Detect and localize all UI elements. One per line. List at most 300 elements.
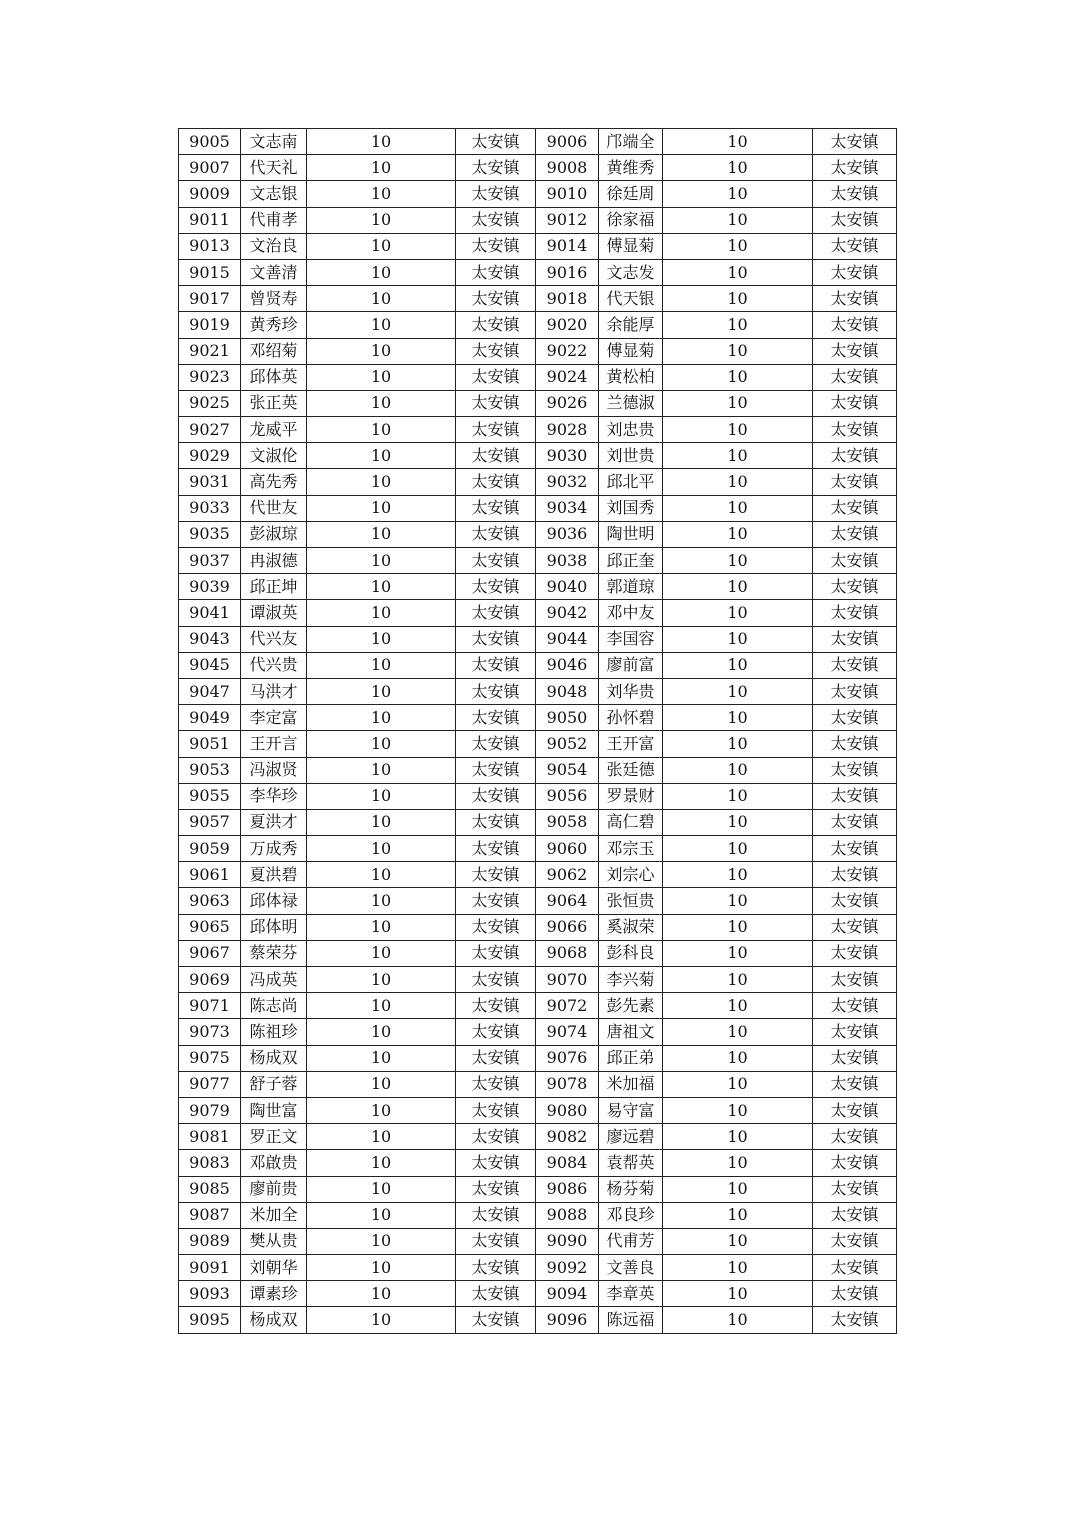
record-town: 太安镇 (456, 390, 536, 416)
record-name: 刘世贵 (599, 443, 663, 469)
record-number: 9061 (179, 862, 241, 888)
record-name: 杨成双 (241, 1045, 307, 1071)
record-amount: 10 (663, 390, 813, 416)
record-town: 太安镇 (456, 1202, 536, 1228)
record-town: 太安镇 (456, 207, 536, 233)
record-town: 太安镇 (456, 364, 536, 390)
record-amount: 10 (307, 207, 456, 233)
table-row (179, 155, 897, 181)
record-number: 9078 (536, 1071, 599, 1097)
record-amount: 10 (307, 521, 456, 547)
record-name: 冯成英 (241, 967, 307, 993)
record-number: 9087 (179, 1202, 241, 1228)
record-name: 夏洪才 (241, 809, 307, 835)
record-number: 9032 (536, 469, 599, 495)
record-town: 太安镇 (456, 1045, 536, 1071)
record-number: 9066 (536, 914, 599, 940)
record-amount: 10 (307, 469, 456, 495)
record-number: 9018 (536, 286, 599, 312)
record-amount: 10 (663, 783, 813, 809)
record-amount: 10 (307, 626, 456, 652)
record-town: 太安镇 (813, 1071, 897, 1097)
record-town: 太安镇 (813, 1255, 897, 1281)
table-row (179, 705, 897, 731)
table-row (179, 836, 897, 862)
record-number: 9010 (536, 181, 599, 207)
record-name: 高仁碧 (599, 809, 663, 835)
record-number: 9088 (536, 1202, 599, 1228)
record-amount: 10 (307, 286, 456, 312)
table-row (179, 967, 897, 993)
record-number: 9008 (536, 155, 599, 181)
record-amount: 10 (307, 731, 456, 757)
record-town: 太安镇 (813, 967, 897, 993)
record-number: 9025 (179, 390, 241, 416)
record-name: 邱正坤 (241, 574, 307, 600)
record-town: 太安镇 (456, 129, 536, 155)
record-amount: 10 (307, 1124, 456, 1150)
record-amount: 10 (307, 914, 456, 940)
record-number: 9020 (536, 312, 599, 338)
record-amount: 10 (307, 1228, 456, 1254)
table-row (179, 1019, 897, 1045)
record-number: 9052 (536, 731, 599, 757)
record-name: 刘华贵 (599, 678, 663, 704)
record-number: 9075 (179, 1045, 241, 1071)
record-town: 太安镇 (456, 443, 536, 469)
record-amount: 10 (307, 967, 456, 993)
record-town: 太安镇 (456, 155, 536, 181)
record-town: 太安镇 (813, 390, 897, 416)
record-name: 黄秀珍 (241, 312, 307, 338)
table-row (179, 809, 897, 835)
record-number: 9095 (179, 1307, 241, 1333)
record-amount: 10 (307, 1071, 456, 1097)
record-amount: 10 (307, 757, 456, 783)
record-town: 太安镇 (456, 652, 536, 678)
record-amount: 10 (663, 1019, 813, 1045)
record-amount: 10 (663, 1124, 813, 1150)
record-number: 9041 (179, 600, 241, 626)
record-name: 舒子蓉 (241, 1071, 307, 1097)
record-number: 9016 (536, 259, 599, 285)
record-amount: 10 (663, 417, 813, 443)
record-name: 兰德淑 (599, 390, 663, 416)
record-name: 杨芬菊 (599, 1176, 663, 1202)
record-name: 彭科良 (599, 940, 663, 966)
record-number: 9074 (536, 1019, 599, 1045)
table-row (179, 181, 897, 207)
table-row (179, 1228, 897, 1254)
record-name: 徐廷周 (599, 181, 663, 207)
record-name: 廖远碧 (599, 1124, 663, 1150)
record-name: 陈祖珍 (241, 1019, 307, 1045)
record-amount: 10 (663, 259, 813, 285)
record-number: 9086 (536, 1176, 599, 1202)
record-town: 太安镇 (456, 286, 536, 312)
record-number: 9037 (179, 548, 241, 574)
record-amount: 10 (663, 155, 813, 181)
record-name: 彭先素 (599, 993, 663, 1019)
table-row (179, 469, 897, 495)
record-number: 9034 (536, 495, 599, 521)
record-name: 袁帮英 (599, 1150, 663, 1176)
record-town: 太安镇 (456, 1176, 536, 1202)
record-number: 9054 (536, 757, 599, 783)
table-row (179, 1124, 897, 1150)
record-amount: 10 (663, 1150, 813, 1176)
record-amount: 10 (663, 574, 813, 600)
record-number: 9024 (536, 364, 599, 390)
table-row (179, 1281, 897, 1307)
record-town: 太安镇 (813, 809, 897, 835)
record-name: 傅显菊 (599, 338, 663, 364)
record-town: 太安镇 (813, 836, 897, 862)
record-name: 邓宗玉 (599, 836, 663, 862)
record-number: 9093 (179, 1281, 241, 1307)
record-amount: 10 (307, 181, 456, 207)
record-town: 太安镇 (813, 705, 897, 731)
table-row (179, 1045, 897, 1071)
record-number: 9026 (536, 390, 599, 416)
record-name: 陶世富 (241, 1097, 307, 1123)
record-amount: 10 (307, 652, 456, 678)
record-number: 9096 (536, 1307, 599, 1333)
record-amount: 10 (307, 129, 456, 155)
record-number: 9065 (179, 914, 241, 940)
record-town: 太安镇 (456, 757, 536, 783)
record-town: 太安镇 (813, 312, 897, 338)
record-town: 太安镇 (456, 521, 536, 547)
record-amount: 10 (663, 469, 813, 495)
record-amount: 10 (307, 678, 456, 704)
record-name: 张恒贵 (599, 888, 663, 914)
record-name: 代世友 (241, 495, 307, 521)
record-amount: 10 (663, 1255, 813, 1281)
record-town: 太安镇 (456, 469, 536, 495)
record-name: 傅显菊 (599, 233, 663, 259)
record-town: 太安镇 (456, 1071, 536, 1097)
record-amount: 10 (307, 888, 456, 914)
record-name: 夏洪碧 (241, 862, 307, 888)
record-name: 王开言 (241, 731, 307, 757)
table-row (179, 259, 897, 285)
record-number: 9028 (536, 417, 599, 443)
record-number: 9022 (536, 338, 599, 364)
record-name: 李国容 (599, 626, 663, 652)
record-name: 米加福 (599, 1071, 663, 1097)
table-row (179, 233, 897, 259)
record-amount: 10 (663, 626, 813, 652)
record-name: 蔡荣芬 (241, 940, 307, 966)
record-amount: 10 (663, 495, 813, 521)
record-number: 9056 (536, 783, 599, 809)
record-amount: 10 (307, 443, 456, 469)
record-number: 9012 (536, 207, 599, 233)
record-name: 徐家福 (599, 207, 663, 233)
record-town: 太安镇 (456, 967, 536, 993)
record-name: 龙威平 (241, 417, 307, 443)
record-town: 太安镇 (813, 417, 897, 443)
record-number: 9063 (179, 888, 241, 914)
record-town: 太安镇 (456, 1124, 536, 1150)
record-name: 谭素珍 (241, 1281, 307, 1307)
record-number: 9073 (179, 1019, 241, 1045)
record-number: 9068 (536, 940, 599, 966)
record-number: 9082 (536, 1124, 599, 1150)
record-amount: 10 (663, 1228, 813, 1254)
record-amount: 10 (663, 443, 813, 469)
record-town: 太安镇 (456, 862, 536, 888)
record-town: 太安镇 (456, 809, 536, 835)
record-number: 9084 (536, 1150, 599, 1176)
record-amount: 10 (663, 129, 813, 155)
record-name: 刘忠贵 (599, 417, 663, 443)
record-number: 9080 (536, 1097, 599, 1123)
record-amount: 10 (307, 548, 456, 574)
record-number: 9049 (179, 705, 241, 731)
record-amount: 10 (663, 809, 813, 835)
record-amount: 10 (307, 338, 456, 364)
table-row (179, 862, 897, 888)
record-town: 太安镇 (456, 548, 536, 574)
record-name: 万成秀 (241, 836, 307, 862)
record-name: 代甫孝 (241, 207, 307, 233)
record-number: 9045 (179, 652, 241, 678)
record-amount: 10 (663, 364, 813, 390)
record-name: 邱体明 (241, 914, 307, 940)
record-amount: 10 (663, 993, 813, 1019)
record-town: 太安镇 (813, 600, 897, 626)
record-number: 9007 (179, 155, 241, 181)
table-row (179, 548, 897, 574)
record-town: 太安镇 (813, 521, 897, 547)
record-town: 太安镇 (456, 705, 536, 731)
record-town: 太安镇 (813, 652, 897, 678)
record-name: 廖前贵 (241, 1176, 307, 1202)
record-amount: 10 (307, 1255, 456, 1281)
record-number: 9021 (179, 338, 241, 364)
record-number: 9033 (179, 495, 241, 521)
record-town: 太安镇 (813, 862, 897, 888)
record-town: 太安镇 (813, 626, 897, 652)
record-number: 9031 (179, 469, 241, 495)
record-name: 邱体禄 (241, 888, 307, 914)
record-name: 刘宗心 (599, 862, 663, 888)
record-name: 刘国秀 (599, 495, 663, 521)
record-town: 太安镇 (813, 548, 897, 574)
record-town: 太安镇 (456, 181, 536, 207)
record-amount: 10 (663, 207, 813, 233)
record-town: 太安镇 (456, 259, 536, 285)
record-number: 9047 (179, 678, 241, 704)
record-name: 黄松柏 (599, 364, 663, 390)
record-name: 李定富 (241, 705, 307, 731)
record-name: 邱正奎 (599, 548, 663, 574)
record-amount: 10 (663, 731, 813, 757)
record-number: 9069 (179, 967, 241, 993)
record-amount: 10 (307, 783, 456, 809)
record-town: 太安镇 (813, 338, 897, 364)
record-amount: 10 (307, 993, 456, 1019)
record-number: 9005 (179, 129, 241, 155)
record-amount: 10 (307, 1150, 456, 1176)
record-name: 张廷德 (599, 757, 663, 783)
record-name: 陈远福 (599, 1307, 663, 1333)
record-amount: 10 (307, 495, 456, 521)
record-town: 太安镇 (813, 993, 897, 1019)
record-number: 9051 (179, 731, 241, 757)
table-row (179, 783, 897, 809)
record-town: 太安镇 (456, 417, 536, 443)
record-number: 9089 (179, 1228, 241, 1254)
record-number: 9006 (536, 129, 599, 155)
record-amount: 10 (307, 364, 456, 390)
record-town: 太安镇 (813, 1045, 897, 1071)
table-row (179, 338, 897, 364)
record-name: 邓啟贵 (241, 1150, 307, 1176)
record-amount: 10 (307, 1202, 456, 1228)
record-town: 太安镇 (813, 914, 897, 940)
table-row (179, 731, 897, 757)
record-name: 孙怀碧 (599, 705, 663, 731)
record-number: 9029 (179, 443, 241, 469)
record-town: 太安镇 (813, 495, 897, 521)
table-row (179, 207, 897, 233)
table-row (179, 129, 897, 155)
record-amount: 10 (663, 600, 813, 626)
record-name: 冉淑德 (241, 548, 307, 574)
table-row (179, 1097, 897, 1123)
record-amount: 10 (663, 312, 813, 338)
record-number: 9053 (179, 757, 241, 783)
record-name: 文志发 (599, 259, 663, 285)
record-amount: 10 (663, 652, 813, 678)
table-row (179, 678, 897, 704)
record-name: 李华珍 (241, 783, 307, 809)
record-number: 9046 (536, 652, 599, 678)
record-name: 王开富 (599, 731, 663, 757)
record-number: 9040 (536, 574, 599, 600)
record-name: 冯淑贤 (241, 757, 307, 783)
record-number: 9057 (179, 809, 241, 835)
record-name: 黄维秀 (599, 155, 663, 181)
record-town: 太安镇 (813, 1176, 897, 1202)
record-number: 9083 (179, 1150, 241, 1176)
table-row (179, 940, 897, 966)
record-amount: 10 (307, 600, 456, 626)
record-name: 李章英 (599, 1281, 663, 1307)
record-amount: 10 (663, 1097, 813, 1123)
record-name: 米加全 (241, 1202, 307, 1228)
record-number: 9067 (179, 940, 241, 966)
record-name: 刘朝华 (241, 1255, 307, 1281)
record-town: 太安镇 (813, 286, 897, 312)
record-number: 9090 (536, 1228, 599, 1254)
record-name: 高先秀 (241, 469, 307, 495)
record-town: 太安镇 (813, 207, 897, 233)
record-town: 太安镇 (813, 1228, 897, 1254)
record-name: 代兴友 (241, 626, 307, 652)
record-town: 太安镇 (456, 1097, 536, 1123)
roster-body (179, 129, 897, 1334)
record-name: 谭淑英 (241, 600, 307, 626)
record-name: 邱正弟 (599, 1045, 663, 1071)
record-number: 9035 (179, 521, 241, 547)
record-town: 太安镇 (456, 626, 536, 652)
record-number: 9055 (179, 783, 241, 809)
record-amount: 10 (307, 1281, 456, 1307)
record-amount: 10 (663, 1307, 813, 1333)
table-row (179, 888, 897, 914)
record-town: 太安镇 (456, 1255, 536, 1281)
table-row (179, 1176, 897, 1202)
record-number: 9023 (179, 364, 241, 390)
record-number: 9044 (536, 626, 599, 652)
record-name: 彭淑琼 (241, 521, 307, 547)
record-amount: 10 (307, 1176, 456, 1202)
record-name: 唐祖文 (599, 1019, 663, 1045)
record-number: 9071 (179, 993, 241, 1019)
table-row (179, 364, 897, 390)
record-name: 杨成双 (241, 1307, 307, 1333)
record-town: 太安镇 (456, 574, 536, 600)
record-name: 代天银 (599, 286, 663, 312)
record-amount: 10 (307, 390, 456, 416)
record-amount: 10 (663, 914, 813, 940)
record-number: 9094 (536, 1281, 599, 1307)
record-number: 9013 (179, 233, 241, 259)
record-name: 文志南 (241, 129, 307, 155)
record-number: 9036 (536, 521, 599, 547)
record-name: 罗景财 (599, 783, 663, 809)
record-amount: 10 (307, 1307, 456, 1333)
table-row (179, 1071, 897, 1097)
table-row (179, 1202, 897, 1228)
record-amount: 10 (663, 233, 813, 259)
record-town: 太安镇 (456, 678, 536, 704)
record-town: 太安镇 (813, 443, 897, 469)
record-name: 郭道琼 (599, 574, 663, 600)
table-row (179, 521, 897, 547)
record-amount: 10 (307, 155, 456, 181)
record-town: 太安镇 (813, 469, 897, 495)
record-town: 太安镇 (456, 888, 536, 914)
record-amount: 10 (663, 1202, 813, 1228)
table-row (179, 286, 897, 312)
record-number: 9019 (179, 312, 241, 338)
record-town: 太安镇 (813, 574, 897, 600)
record-town: 太安镇 (456, 993, 536, 1019)
record-number: 9017 (179, 286, 241, 312)
record-town: 太安镇 (456, 495, 536, 521)
record-town: 太安镇 (813, 129, 897, 155)
record-number: 9039 (179, 574, 241, 600)
record-amount: 10 (307, 705, 456, 731)
record-town: 太安镇 (456, 914, 536, 940)
record-amount: 10 (663, 705, 813, 731)
record-town: 太安镇 (456, 1281, 536, 1307)
record-amount: 10 (663, 862, 813, 888)
record-name: 余能厚 (599, 312, 663, 338)
record-name: 易守富 (599, 1097, 663, 1123)
record-amount: 10 (307, 1097, 456, 1123)
record-town: 太安镇 (813, 940, 897, 966)
record-amount: 10 (663, 888, 813, 914)
record-amount: 10 (307, 862, 456, 888)
record-town: 太安镇 (456, 1228, 536, 1254)
record-name: 李兴菊 (599, 967, 663, 993)
